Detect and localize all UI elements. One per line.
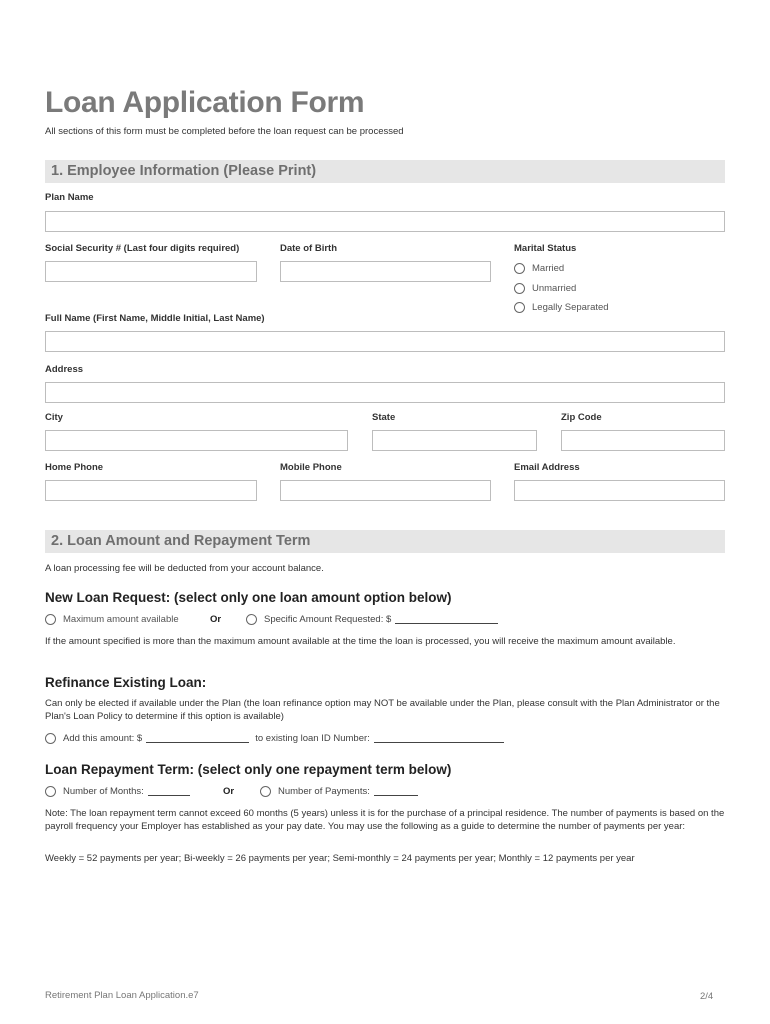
existing-loan-blank[interactable] <box>374 734 504 743</box>
marital-option-legally-separated[interactable] <box>514 302 609 313</box>
section-1-header <box>45 160 725 183</box>
marital-option-married[interactable] <box>514 263 564 274</box>
city-field[interactable] <box>45 430 348 451</box>
add-amount-option[interactable] <box>45 733 508 744</box>
radio-months[interactable] <box>45 786 56 797</box>
home-phone-field[interactable] <box>45 480 257 501</box>
radio-max-amount[interactable] <box>45 614 56 625</box>
page-title: Loan Application Form <box>45 86 365 119</box>
months-option[interactable] <box>45 786 194 797</box>
marital-option-label: Married <box>532 263 565 274</box>
payments-blank[interactable] <box>374 787 418 796</box>
page-number: 2/4 <box>700 991 714 1002</box>
state-label: State <box>372 412 396 423</box>
footer-doc-name: Retirement Plan Loan Application.e7 <box>45 990 199 1001</box>
home-phone-label: Home Phone <box>45 462 104 473</box>
specific-amount-option[interactable] <box>246 614 502 625</box>
dob-field[interactable] <box>280 261 491 282</box>
repayment-note: Note: The loan repayment term cannot exceed 60 months (5 years) unless it is for the purchase of a principal residence. The number of payments is based on the payroll frequency your Employer has established as your pay date. You may use the following as a guide to determine the number of payments per year: <box>45 808 725 832</box>
email-label: Email Address <box>514 462 580 473</box>
payments-option[interactable] <box>260 786 422 797</box>
plan-name-label: Plan Name <box>45 192 94 203</box>
section-2-title: 2. Loan Amount and Repayment Term <box>51 533 311 549</box>
section-1-title: 1. Employee Information (Please Print) <box>51 163 317 179</box>
repayment-heading: Loan Repayment Term: (select only one repayment term below) <box>45 762 452 777</box>
radio-specific-amount[interactable] <box>246 614 257 625</box>
email-field[interactable] <box>514 480 725 501</box>
radio-unmarried[interactable] <box>514 283 525 294</box>
marital-status-label: Marital Status <box>514 243 577 254</box>
max-amount-note: If the amount specified is more than the maximum amount available at the time the loan is processed, you will receive the maximum amount available. <box>45 636 676 647</box>
section-2-header <box>45 530 725 553</box>
marital-option-unmarried[interactable] <box>514 283 576 294</box>
months-blank[interactable] <box>148 787 190 796</box>
mobile-phone-field[interactable] <box>280 480 491 501</box>
payments-label: Number of Payments: <box>278 786 370 797</box>
frequency-guide: Weekly = 52 payments per year; Bi-weekly = 26 payments per year; Semi-monthly = 24 payments per year; Monthly = 12 payments per year <box>45 853 635 864</box>
zip-code-field[interactable] <box>561 430 725 451</box>
new-loan-heading: New Loan Request: (select only one loan amount option below) <box>45 590 452 605</box>
city-label: City <box>45 412 63 423</box>
dob-label: Date of Birth <box>280 243 337 254</box>
or-label-2: Or <box>223 786 235 797</box>
months-label: Number of Months: <box>63 786 144 797</box>
radio-married[interactable] <box>514 263 525 274</box>
specific-amount-label: Specific Amount Requested: $ <box>264 614 392 625</box>
fee-note: A loan processing fee will be deducted from your account balance. <box>45 563 324 574</box>
full-name-field[interactable] <box>45 331 725 352</box>
ssn-label: Social Security # (Last four digits required) <box>45 243 240 254</box>
state-field[interactable] <box>372 430 537 451</box>
max-amount-label: Maximum amount available <box>63 614 179 625</box>
page-subtitle: All sections of this form must be completed before the loan request can be processed <box>45 126 404 137</box>
refinance-heading: Refinance Existing Loan: <box>45 675 207 690</box>
radio-payments[interactable] <box>260 786 271 797</box>
marital-option-label: Unmarried <box>532 283 577 294</box>
or-label: Or <box>210 614 222 625</box>
specific-amount-blank[interactable] <box>395 615 498 624</box>
plan-name-field[interactable] <box>45 211 725 232</box>
existing-loan-label: to existing loan ID Number: <box>255 733 370 744</box>
max-amount-option[interactable] <box>45 614 179 625</box>
marital-option-label: Legally Separated <box>532 302 609 313</box>
refinance-note: Can only be elected if available under the Plan (the loan refinance option may NOT be available under the Plan, please consult with the Plan Administrator or the Plan's Loan Policy to determine if this option is available) <box>45 698 720 722</box>
radio-legally-separated[interactable] <box>514 302 525 313</box>
radio-add-amount[interactable] <box>45 733 56 744</box>
address-label: Address <box>45 364 84 375</box>
add-amount-blank[interactable] <box>146 734 249 743</box>
mobile-phone-label: Mobile Phone <box>280 462 342 473</box>
full-name-label: Full Name (First Name, Middle Initial, Last Name) <box>45 313 265 324</box>
add-amount-label: Add this amount: $ <box>63 733 143 744</box>
address-field[interactable] <box>45 382 725 403</box>
zip-code-label: Zip Code <box>561 412 602 423</box>
ssn-field[interactable] <box>45 261 257 282</box>
